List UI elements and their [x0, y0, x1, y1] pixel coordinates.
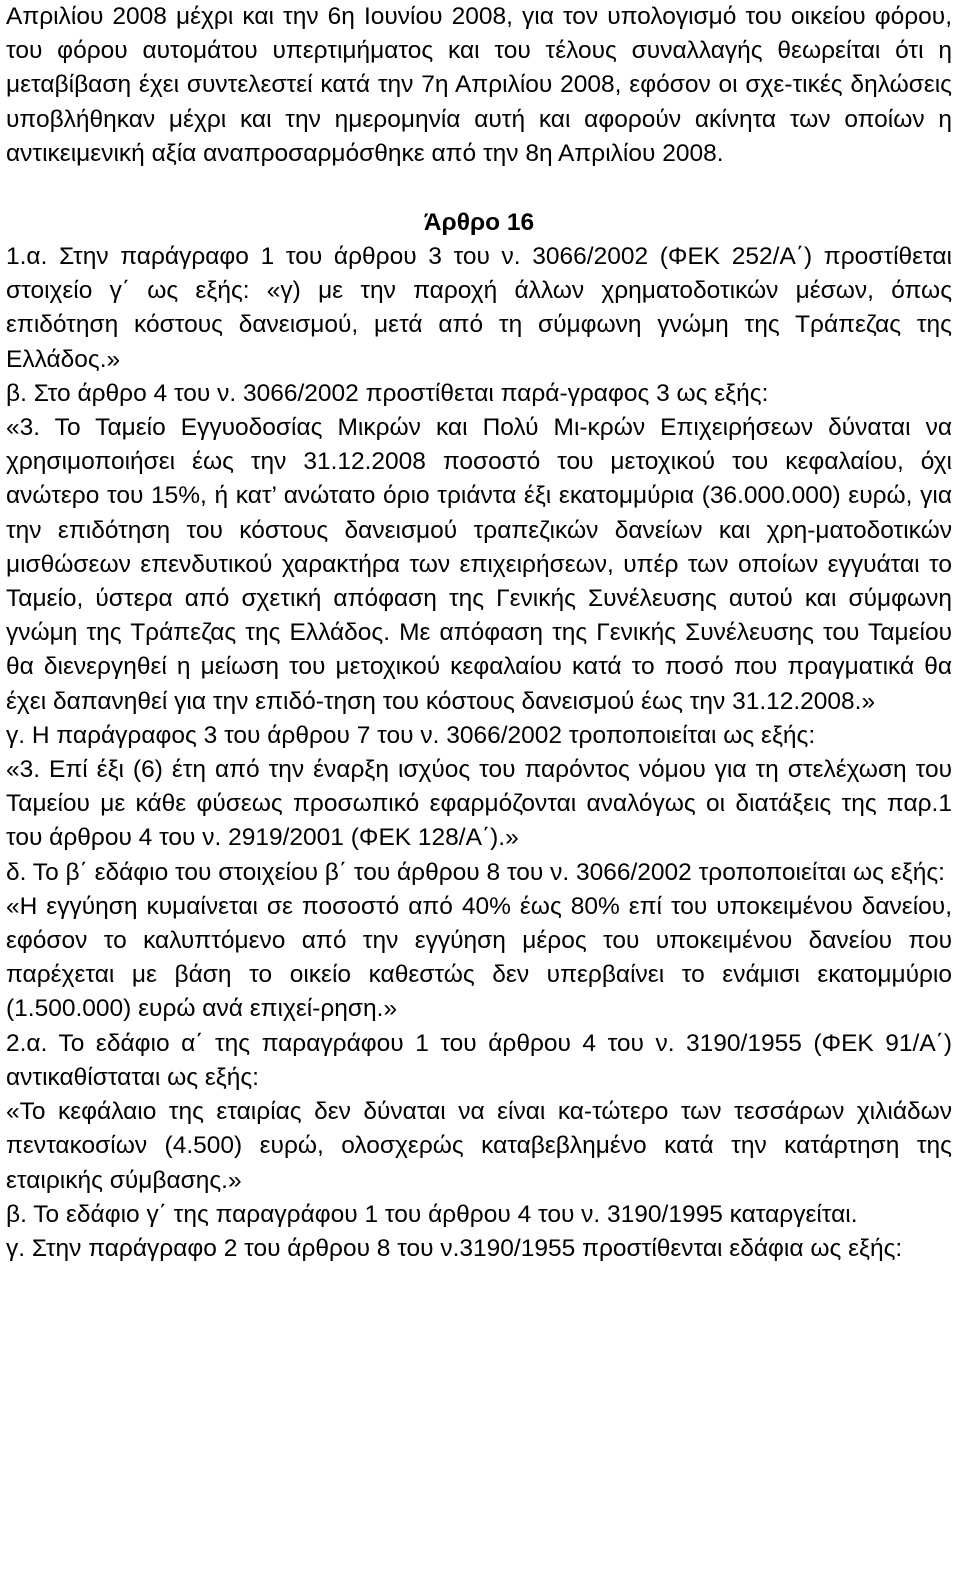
paragraph-1b-quote: «3. Το Ταμείο Εγγυοδοσίας Μικρών και Πολύ Μι-κρών Επιχειρήσεων δύναται να χρησιμοποιήσει έως την 31.12.2008 ποσοστό του μετοχικού του κεφαλαίου, όχι ανώτερο του 15%, ή κατ’ ανώτατο όριο τριάντα έξι εκατομμύρια (36.000.000) ευρώ, για την επιδότηση του κόστους δανεισμού τραπεζικών δανείων και χρη-ματοδοτικών μισθώσεων επενδυτικού χαρακτήρα των επιχειρήσεων, υπέρ των οποίων εγγυάται το Ταμείο, ύστερα από σχετική απόφαση της Γενικής Συνέλευσης αυτού και σύμφωνη γνώμη της Τράπεζας της Ελλάδος. Με απόφαση της Γενικής Συνέλευσης του Ταμείου θα διενεργηθεί η μείωση του μετοχικού κεφαλαίου κατά το ποσό που πραγματικά θα έχει δαπανηθεί για την επιδό-τηση του κόστους δανεισμού έως την 31.12.2008.» [6, 414, 952, 715]
paragraph-1a: 1.α. Στην παράγραφο 1 του άρθρου 3 του ν. 3066/2002 (ΦΕΚ 252/Α΄) προστίθεται στοιχείο γ΄ ως εξής: «γ) με την παροχή άλλων χρηματοδοτικών μέσων, όπως επιδότηση κόστους δανεισμού, μετά από τη σύμφωνη γνώμη της Τράπεζας της Ελλάδος.» [6, 243, 952, 373]
paragraph-2a: 2.α. Το εδάφιο α΄ της παραγράφου 1 του άρθρου 4 του ν. 3190/1955 (ΦΕΚ 91/Α΄) αντικαθίσταται ως εξής: [6, 1029, 952, 1091]
article-heading: Άρθρο 16 [423, 209, 535, 237]
paragraph-1c-quote: «3. Επί έξι (6) έτη από την έναρξη ισχύος του παρόντος νόμου για τη στελέχωση του Ταμείου με κάθε φύσεως προσωπικό εφαρμόζονται αναλόγως οι διατάξεις της παρ.1 του άρθρου 4 του ν. 2919/2001 (ΦΕΚ 128/Α΄).» [6, 756, 952, 852]
paragraph-2b: β. Το εδάφιο γ΄ της παραγράφου 1 του άρθρου 4 του ν. 3190/1995 καταργείται. [6, 1200, 858, 1228]
paragraph-2c: γ. Στην παράγραφο 2 του άρθρου 8 του ν.3190/1955 προστίθενται εδάφια ως εξής: [6, 1234, 903, 1262]
paragraph-1b: β. Στο άρθρο 4 του ν. 3066/2002 προστίθεται παρά-γραφος 3 ως εξής: [6, 379, 769, 407]
intro-paragraph: Απριλίου 2008 μέχρι και την 6η Ιουνίου 2008, για τον υπολογισμό του οικείου φόρου, του φόρου αυτομάτου υπερτιμήματος και του τέλους συναλλαγής θεωρείται ότι η μεταβίβαση έχει συντελεστεί κατά την 7η Απριλίου 2008, εφόσον οι σχε-τικές δηλώσεις υποβλήθηκαν μέχρι και την ημερομηνία αυτή και αφορούν ακίνητα των οποίων η αντικειμενική αξία αναπροσαρμόσθηκε από την 8η Απριλίου 2008. [6, 3, 952, 167]
paragraph-1c: γ. Η παράγραφος 3 του άρθρου 7 του ν. 3066/2002 τροποποιείται ως εξής: [6, 721, 816, 749]
paragraph-2a-quote: «Το κεφάλαιο της εταιρίας δεν δύναται να είναι κα-τώτερο των τεσσάρων χιλιάδων πεντακοσίων (4.500) ευρώ, ολοσχερώς καταβεβλημένο κατά την κατάρτηση της εταιρικής σύμβασης.» [6, 1098, 952, 1194]
paragraph-1d-quote: «Η εγγύηση κυμαίνεται σε ποσοστό από 40% έως 80% επί του υποκειμένου δανείου, εφόσον το καλυπτόμενο από την εγγύηση μέρος του υποκειμένου δανείου που παρέχεται με βάση το οικείο καθεστώς δεν υπερβαίνει το ενάμισι εκατομμύριο (1.500.000) ευρώ ανά επιχεί-ρηση.» [6, 892, 952, 1023]
paragraph-1d: δ. Το β΄ εδάφιο του στοιχείου β΄ του άρθρου 8 του ν. 3066/2002 τροποποιείται ως εξής: [6, 858, 945, 886]
document-page [6, 0, 952, 1266]
